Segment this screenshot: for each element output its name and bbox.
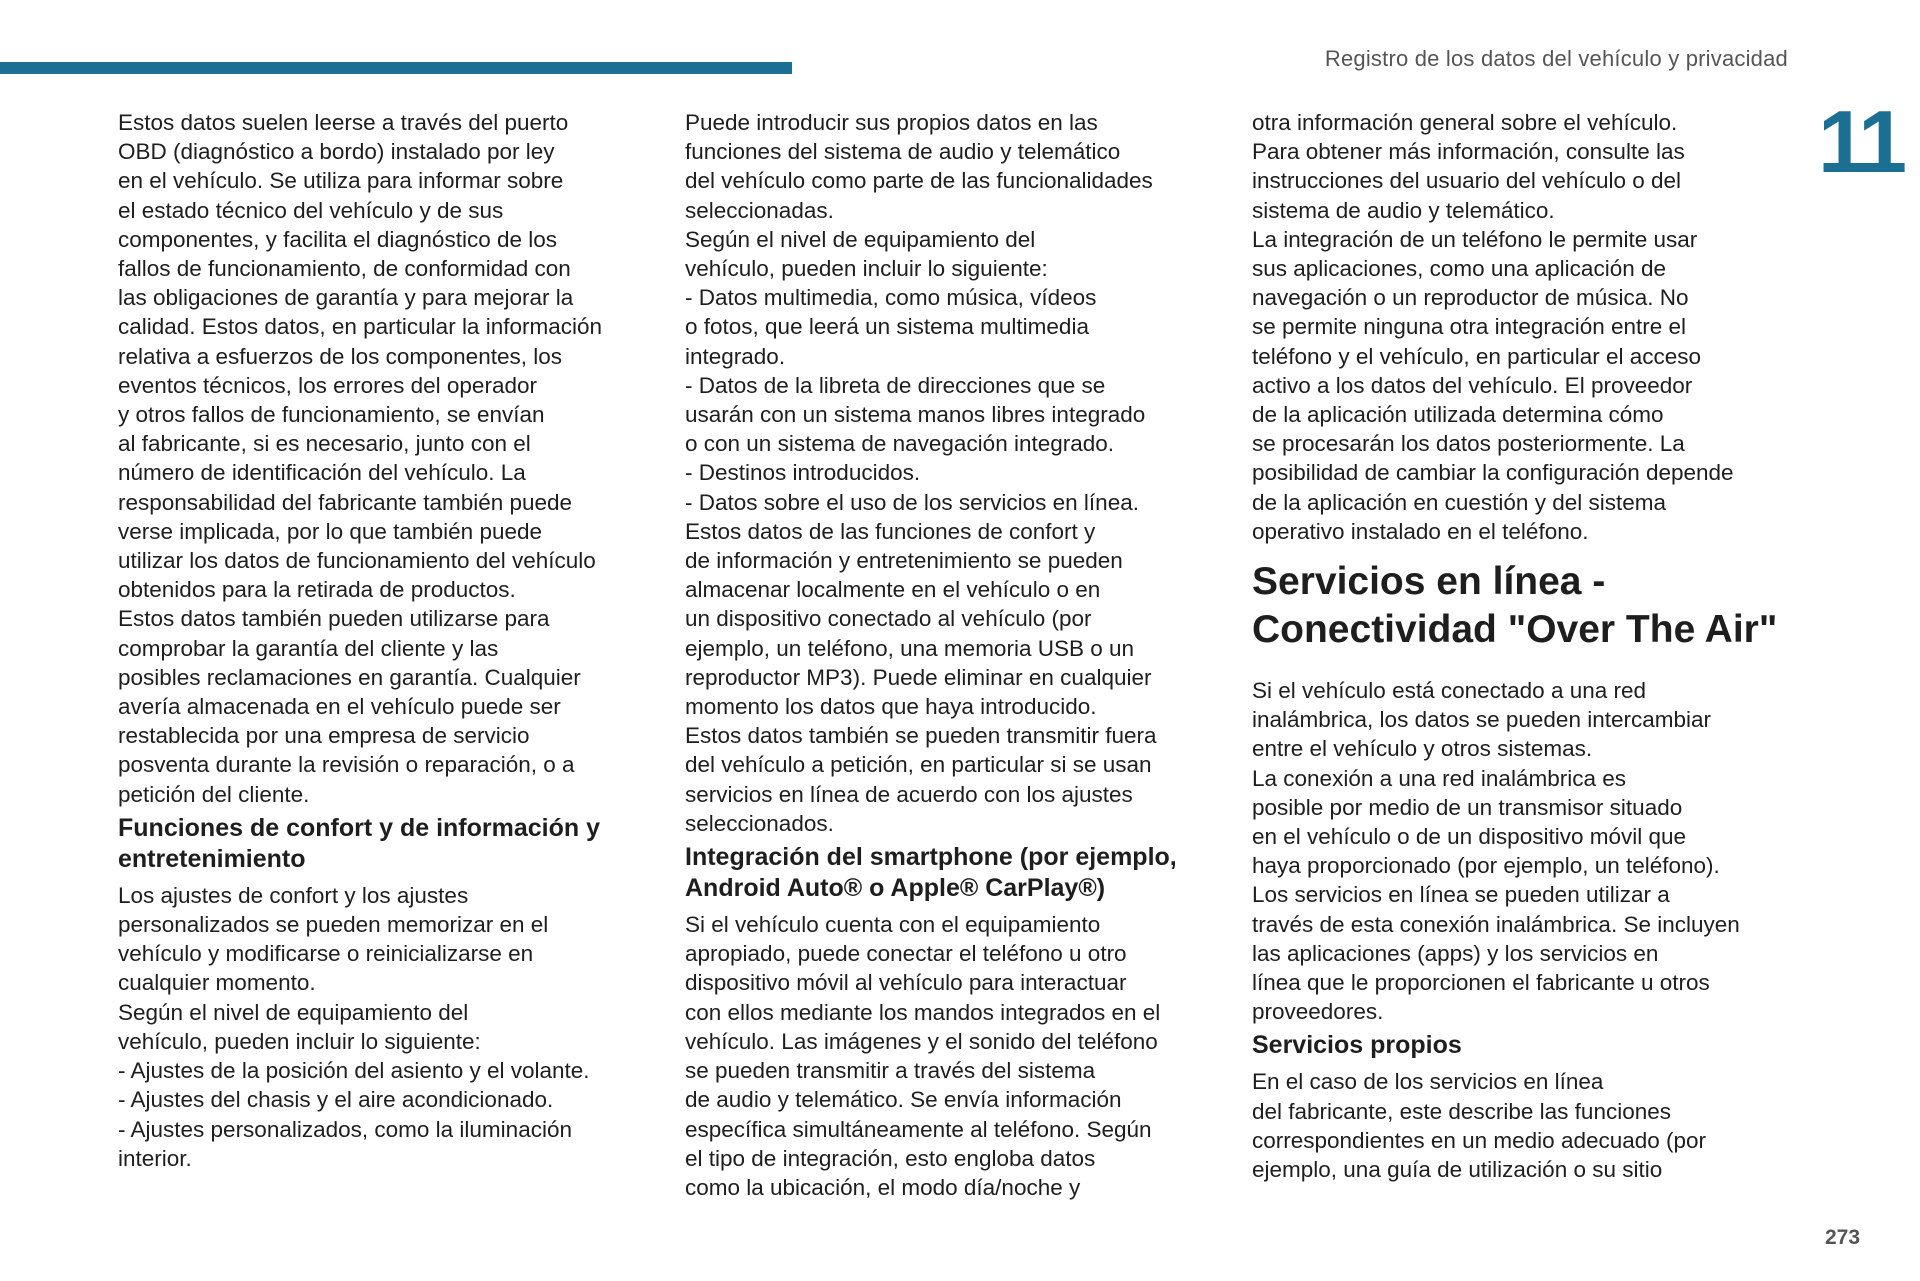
text-line: eventos técnicos, los errores del operador: [118, 372, 537, 398]
text-line: Si el vehículo está conectado a una red: [1252, 678, 1647, 704]
text-line: las obligaciones de garantía y para mejorar la: [118, 285, 574, 311]
text-line: funciones del sistema de audio y telemático: [685, 139, 1121, 165]
text-line: entre el vehículo y otros sistemas.: [1252, 736, 1593, 762]
text-line: vehículo. Las imágenes y el sonido del teléfono: [685, 1028, 1158, 1054]
text-line: haya proporcionado (por ejemplo, un teléfono).: [1252, 853, 1720, 879]
text-line: dispositivo móvil al vehículo para interactuar: [685, 970, 1127, 996]
text-line: verse implicada, por lo que también puede: [118, 518, 543, 544]
text-line: - Datos de la libreta de direcciones que se: [685, 372, 1106, 398]
text-line: interior.: [118, 1145, 192, 1171]
section-heading: [118, 813, 658, 875]
text-line: con ellos mediante los mandos integrados en el: [685, 999, 1161, 1025]
text-line: Según el nivel de equipamiento del: [685, 226, 1036, 252]
paragraph: [1252, 676, 1792, 1026]
paragraph: [1252, 1067, 1792, 1184]
text-line: avería almacenada en el vehículo puede ser: [118, 694, 561, 720]
text-line: comprobar la garantía del cliente y las: [118, 635, 499, 661]
text-line: número de identificación del vehículo. La: [118, 460, 526, 486]
section-heading: [685, 842, 1225, 904]
text-line: del vehículo como parte de las funcionalidades: [685, 168, 1153, 194]
text-line: posible por medio de un transmisor situado: [1252, 794, 1683, 820]
text-line: responsabilidad del fabricante también puede: [118, 489, 573, 515]
text-line: almacenar localmente en el vehículo o en: [685, 577, 1101, 603]
text-line: el tipo de integración, esto engloba datos: [685, 1145, 1096, 1171]
text-line: obtenidos para la retirada de productos.: [118, 577, 516, 603]
text-line: integrado.: [685, 343, 786, 369]
text-line: como la ubicación, el modo día/noche y: [685, 1174, 1081, 1200]
text-line: componentes, y facilita el diagnóstico de los: [118, 226, 558, 252]
text-line: Para obtener más información, consulte las: [1252, 139, 1685, 165]
text-line: petición del cliente.: [118, 781, 310, 807]
text-line: vehículo y modificarse o reinicializarse en: [118, 941, 534, 967]
text-line: Servicios propios: [1252, 1031, 1462, 1060]
section-title: [1252, 558, 1792, 654]
text-line: vehículo, pueden incluir lo siguiente:: [118, 1028, 481, 1054]
text-line: Estos datos también se pueden transmitir fuera: [685, 723, 1157, 749]
text-line: - Destinos introducidos.: [685, 460, 921, 486]
text-line: de información y entretenimiento se pueden: [685, 548, 1123, 574]
text-line: Android Auto® o Apple® CarPlay®): [685, 874, 1106, 903]
text-line: Si el vehículo cuenta con el equipamiento: [685, 912, 1101, 938]
text-line: calidad. Estos datos, en particular la información: [118, 314, 603, 340]
text-line: - Datos multimedia, como música, vídeos: [685, 285, 1097, 311]
paragraph: [118, 881, 658, 1173]
text-line: través de esta conexión inalámbrica. Se incluyen: [1252, 911, 1740, 937]
text-line: - Ajustes del chasis y el aire acondicionado.: [118, 1087, 554, 1113]
text-line: de la aplicación utilizada determina cómo: [1252, 402, 1664, 428]
text-line: se permite ninguna otra integración entre el: [1252, 314, 1687, 340]
running-header: Registro de los datos del vehículo y privacidad: [1324, 46, 1788, 71]
text-line: Los servicios en línea se pueden utilizar a: [1252, 882, 1670, 908]
text-line: Integración del smartphone (por ejemplo,: [685, 843, 1177, 872]
text-line: sus aplicaciones, como una aplicación de: [1252, 256, 1666, 282]
text-line: ejemplo, una guía de utilización o su sitio: [1252, 1157, 1663, 1183]
text-line: Estos datos de las funciones de confort y: [685, 518, 1096, 544]
text-line: activo a los datos del vehículo. El proveedor: [1252, 372, 1693, 398]
text-line: entretenimiento: [118, 844, 306, 873]
text-line: relativa a esfuerzos de los componentes, los: [118, 343, 562, 369]
column-2: [685, 108, 1225, 1202]
text-line: seleccionados.: [685, 810, 834, 836]
header-accent-bar: [0, 62, 792, 74]
text-line: de la aplicación en cuestión y del sistema: [1252, 489, 1666, 515]
text-line: La conexión a una red inalámbrica es: [1252, 765, 1626, 791]
text-line: momento los datos que haya introducido.: [685, 694, 1097, 720]
text-line: en el vehículo. Se utiliza para informar sobre: [118, 168, 564, 194]
text-line: el estado técnico del vehículo y de sus: [118, 197, 504, 223]
text-line: sistema de audio y telemático.: [1252, 197, 1555, 223]
text-line: Estos datos suelen leerse a través del puerto: [118, 110, 569, 135]
text-line: fallos de funcionamiento, de conformidad con: [118, 256, 571, 282]
text-line: específica simultáneamente al teléfono. Según: [685, 1116, 1152, 1142]
text-line: otra información general sobre el vehículo.: [1252, 110, 1678, 135]
text-line: al fabricante, si es necesario, junto con el: [118, 431, 531, 457]
text-line: reproductor MP3). Puede eliminar en cualquier: [685, 664, 1152, 690]
text-line: y otros fallos de funcionamiento, se envían: [118, 402, 545, 428]
text-line: posibles reclamaciones en garantía. Cualquier: [118, 664, 581, 690]
text-line: apropiado, puede conectar el teléfono u otro: [685, 941, 1127, 967]
text-line: En el caso de los servicios en línea: [1252, 1069, 1604, 1095]
text-line: seleccionadas.: [685, 197, 834, 223]
text-line: del vehículo a petición, en particular si se usan: [685, 752, 1152, 778]
paragraph: [685, 910, 1225, 1202]
text-line: se procesarán los datos posteriormente. La: [1252, 431, 1685, 457]
chapter-number: 11: [1818, 92, 1904, 191]
column-3: [1252, 108, 1792, 1184]
text-line: proveedores.: [1252, 999, 1384, 1025]
paragraph: [685, 108, 1225, 838]
text-line: Conectividad "Over The Air": [1252, 608, 1778, 652]
text-line: - Ajustes personalizados, como la iluminación: [118, 1116, 572, 1142]
text-line: Servicios en línea -: [1252, 560, 1606, 604]
page-number: 273: [1825, 1226, 1861, 1249]
text-line: - Ajustes de la posición del asiento y el volante.: [118, 1058, 590, 1084]
text-line: Puede introducir sus propios datos en las: [685, 110, 1098, 135]
text-line: en el vehículo o de un dispositivo móvil que: [1252, 824, 1687, 850]
text-line: de audio y telemático. Se envía información: [685, 1087, 1122, 1113]
text-line: o fotos, que leerá un sistema multimedia: [685, 314, 1089, 340]
text-line: La integración de un teléfono le permite usar: [1252, 226, 1698, 252]
text-line: navegación o un reproductor de música. No: [1252, 285, 1689, 311]
text-line: posibilidad de cambiar la configuración depende: [1252, 460, 1734, 486]
text-line: un dispositivo conectado al vehículo (por: [685, 606, 1092, 632]
text-line: Estos datos también pueden utilizarse para: [118, 606, 550, 632]
section-heading: [1252, 1030, 1792, 1061]
text-line: cualquier momento.: [118, 970, 316, 996]
text-line: correspondientes en un medio adecuado (por: [1252, 1127, 1707, 1153]
text-line: línea que le proporcionen el fabricante u otros: [1252, 970, 1710, 996]
text-line: vehículo, pueden incluir lo siguiente:: [685, 256, 1048, 282]
text-line: usarán con un sistema manos libres integrado: [685, 402, 1146, 428]
text-line: las aplicaciones (apps) y los servicios en: [1252, 940, 1659, 966]
text-line: Según el nivel de equipamiento del: [118, 999, 469, 1025]
text-line: teléfono y el vehículo, en particular el acceso: [1252, 343, 1702, 369]
text-line: Los ajustes de confort y los ajustes: [118, 882, 469, 908]
text-line: personalizados se pueden memorizar en el: [118, 912, 549, 938]
column-1: [118, 108, 658, 1173]
text-line: ejemplo, un teléfono, una memoria USB o un: [685, 635, 1135, 661]
text-line: del fabricante, este describe las funciones: [1252, 1098, 1671, 1124]
text-line: operativo instalado en el teléfono.: [1252, 518, 1589, 544]
text-line: inalámbrica, los datos se pueden intercambiar: [1252, 707, 1711, 733]
paragraph: [1252, 108, 1792, 546]
paragraph: [118, 108, 658, 809]
text-line: posventa durante la revisión o reparación, o a: [118, 752, 575, 778]
text-line: instrucciones del usuario del vehículo o del: [1252, 168, 1682, 194]
text-line: servicios en línea de acuerdo con los ajustes: [685, 781, 1133, 807]
text-line: restablecida por una empresa de servicio: [118, 723, 530, 749]
text-line: - Datos sobre el uso de los servicios en línea.: [685, 489, 1139, 515]
text-line: utilizar los datos de funcionamiento del vehículo: [118, 548, 596, 574]
text-line: Funciones de confort y de información y: [118, 813, 601, 842]
text-line: se pueden transmitir a través del sistema: [685, 1058, 1096, 1084]
text-line: o con un sistema de navegación integrado.: [685, 431, 1115, 457]
text-line: OBD (diagnóstico a bordo) instalado por ley: [118, 139, 555, 165]
